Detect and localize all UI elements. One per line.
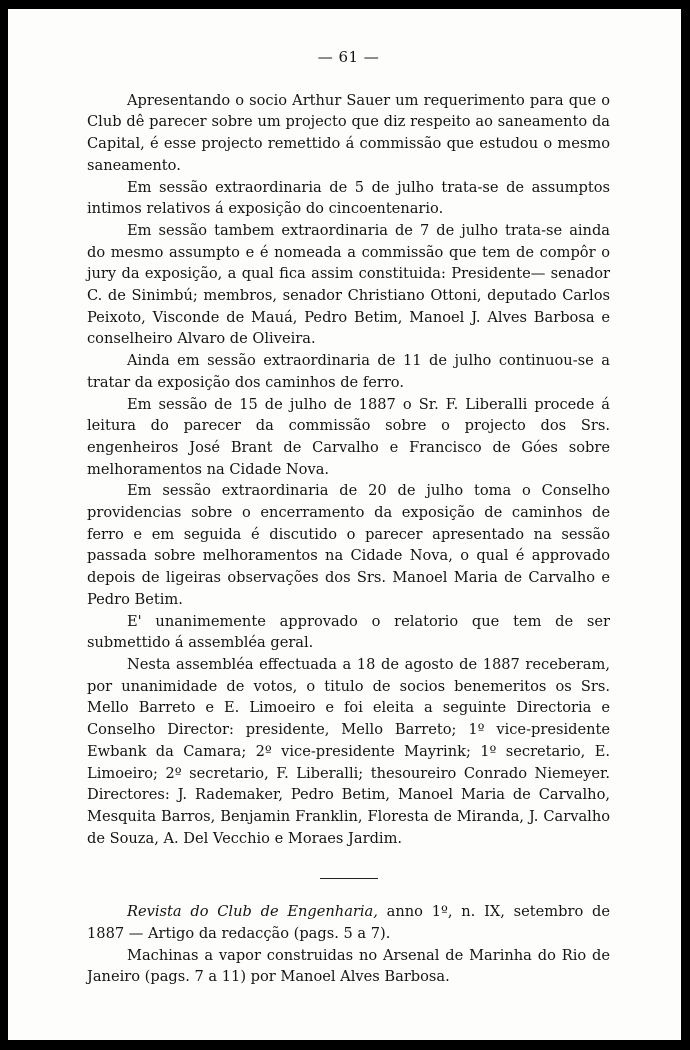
reference-details: anno 1º, n. IX, setembro de 1887 — Artigo da redacção (pags. 5 a 7).	[87, 903, 610, 943]
paragraph: Machinas a vapor construidas no Arsenal de Marinha do Rio de Janeiro (pags. 7 a 11) por Manoel Alves Barbosa.	[87, 946, 610, 986]
page-number: — 61 —	[317, 48, 380, 66]
section-divider	[320, 878, 378, 879]
reference-entry	[87, 901, 610, 944]
paragraph: Apresentando o socio Arthur Sauer um requerimento para que o Club dê parecer sobre um projecto que diz respeito ao saneamento da Capital, é esse projecto remettido á commissão que estudou o mesmo saneamento.	[87, 91, 610, 174]
paragraph: Nesta assembléa effectuada a 18 de agosto de 1887 receberam, por unanimidade de votos, o titulo de socios benemeritos os Srs. Mello Barreto e E. Limoeiro e foi eleita a seguinte Directoria e Conselho Director: presidente, Mello Barreto; 1º vice-presidente Ewbank da Camara; 2º vice-presidente Mayrink; 1º secretario, E. Limoeiro; 2º secretario, F. Liberalli; thesoureiro Conrado Niemeyer. Directores: J. Rademaker, Pedro Betim, Manoel Maria de Carvalho, Mesquita Barros, Benjamin Franklin, Floresta de Miranda, J. Carvalho de Souza, A. Del Vecchio e Moraes Jardim.	[87, 655, 610, 847]
paragraph: Em sessão de 15 de julho de 1887 o Sr. F. Liberalli procede á leitura do parecer da commissão sobre o projecto dos Srs. engenheiros José Brant de Carvalho e Francisco de Góes sobre melhoramentos na Cidade Nova.	[87, 395, 610, 478]
paragraph: Em sessão extraordinaria de 5 de julho trata-se de assumptos intimos relativos á exposição do cincoentenario.	[87, 178, 610, 218]
book-page	[8, 9, 681, 1040]
page-content	[87, 47, 610, 988]
paragraph: E' unanimemente approvado o relatorio que tem de ser submettido á assembléa geral.	[87, 612, 610, 652]
paragraph: Em sessão tambem extraordinaria de 7 de julho trata-se ainda do mesmo assumpto e é nomeada a commissão que tem de compôr o jury da exposição, a qual fica assim constituida: Presidente— senador C. de Sinimbú; membros, senador Christiano Ottoni, deputado Carlos Peixoto, Visconde de Mauá, Pedro Betim, Manoel J. Alves Barbosa e conselheiro Alvaro de Oliveira.	[87, 221, 610, 348]
paragraph: Em sessão extraordinaria de 20 de julho toma o Conselho providencias sobre o encerramento da exposição de caminhos de ferro e em seguida é discutido o parecer apresentado na sessão passada sobre melhoramentos na Cidade Nova, o qual é approvado depois de ligeiras observações dos Srs. Manoel Maria de Carvalho e Pedro Betim.	[87, 482, 610, 608]
journal-title: Revista do Club de Engenharia,	[127, 903, 378, 921]
paragraph: Ainda em sessão extraordinaria de 11 de julho continuou-se a tratar da exposição dos caminhos de ferro.	[87, 352, 610, 391]
